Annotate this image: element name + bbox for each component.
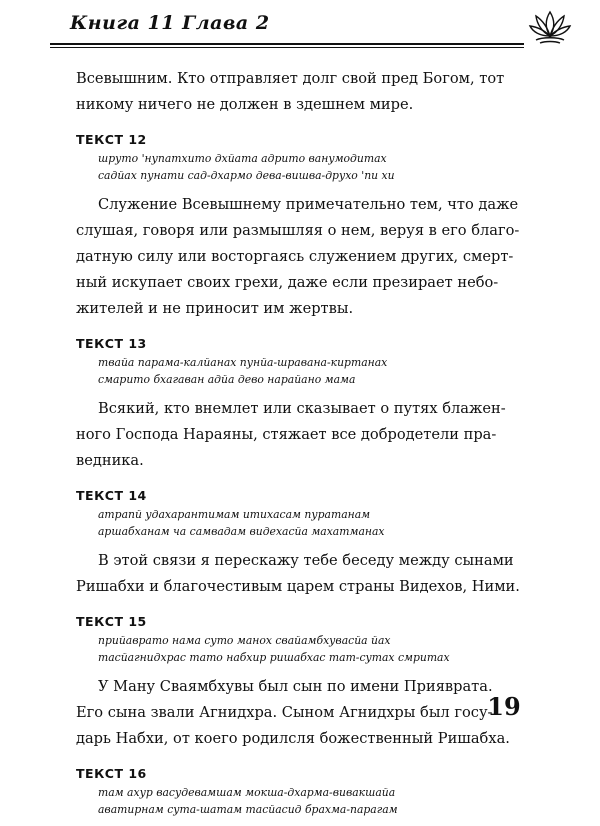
verse-line: твайа парама-калйанах пунйа-шравана-киртанах: [98, 356, 388, 369]
verse-line: аватирнам сута-шатам тасйасид брахма-парагам: [98, 803, 398, 816]
header-title: Книга 11 Глава 2: [70, 12, 270, 34]
verse-transliteration: [98, 354, 532, 388]
intro-paragraph: [76, 66, 532, 118]
text-line: дарь Набхи, от коего родилсля божественный Ришабха.: [76, 730, 510, 747]
verse-line: тасйагнидхрас тато набхир ришабхас тат-сутах смритах: [98, 651, 450, 664]
translation-paragraph: [76, 396, 532, 474]
verse-line: аршабханам ча самвадам видехасйа махатманах: [98, 525, 385, 538]
text-line: У Ману Сваямбхувы был сын по имени Прияврата.: [98, 678, 493, 695]
text-line: слушая, говоря или размышляя о нем, веруя в его благо-: [76, 222, 520, 239]
text-line: ного Господа Нараяны, стяжает все добродетели пра-: [76, 426, 497, 443]
verse-label: ТЕКСТ 16: [76, 766, 147, 781]
header-rule-thin: [50, 47, 524, 48]
text-line: жителей и не приносит им жертвы.: [76, 300, 354, 317]
text-line: датную силу или восторгаясь служением других, смерт-: [76, 248, 514, 265]
verse-transliteration: [98, 632, 532, 666]
verse-label: ТЕКСТ 13: [76, 336, 147, 351]
verse-line: смарито бхагаван адйа дево нарайано мама: [98, 373, 356, 386]
text-line: Всевышним. Кто отправляет долг свой пред Богом, тот: [76, 70, 505, 87]
verse-line: прийаврато нама суто манох свайамбхувасйа йах: [98, 634, 391, 647]
translation-paragraph: [76, 548, 532, 600]
verse-line: там ахур васудевамшам мокша-дхарма-вивакшайа: [98, 786, 396, 799]
lotus-ornament-icon: [528, 8, 572, 48]
verse-line: садйах пунати сад-дхармо дева-вишва-друхо 'пи хи: [98, 169, 395, 182]
translation-paragraph: [76, 192, 532, 322]
translation-paragraph: [76, 674, 532, 752]
verse-label: ТЕКСТ 12: [76, 132, 147, 147]
text-line: Его сына звали Агнидхра. Сыном Агнидхры был госу-: [76, 704, 493, 721]
verse-transliteration: [98, 506, 532, 540]
header-rule: [50, 43, 524, 45]
running-header: [50, 8, 590, 48]
text-line: В этой связи я перескажу тебе беседу между сынами: [98, 552, 514, 569]
verse-line: шруто 'нупатхито дхйата адрито ванумодитах: [98, 152, 387, 165]
verse-line: атрапй удахарантимам итихасам пуратанам: [98, 508, 371, 521]
text-line: Ришабхи и благочестивым царем страны Видехов, Ними.: [76, 578, 520, 595]
text-line: никому ничего не должен в здешнем мире.: [76, 96, 414, 113]
page-content: [76, 66, 532, 826]
text-line: Служение Всевышнему примечательно тем, что даже: [98, 196, 519, 213]
text-line: ный искупает своих грехи, даже если презирает небо-: [76, 274, 499, 291]
verse-transliteration: [98, 150, 532, 184]
page-number: 19: [487, 692, 521, 721]
text-line: Всякий, кто внемлет или сказывает о путях блажен-: [98, 400, 506, 417]
verse-label: ТЕКСТ 15: [76, 614, 147, 629]
text-line: ведника.: [76, 452, 144, 469]
verse-label: ТЕКСТ 14: [76, 488, 147, 503]
verse-transliteration: [98, 784, 532, 818]
